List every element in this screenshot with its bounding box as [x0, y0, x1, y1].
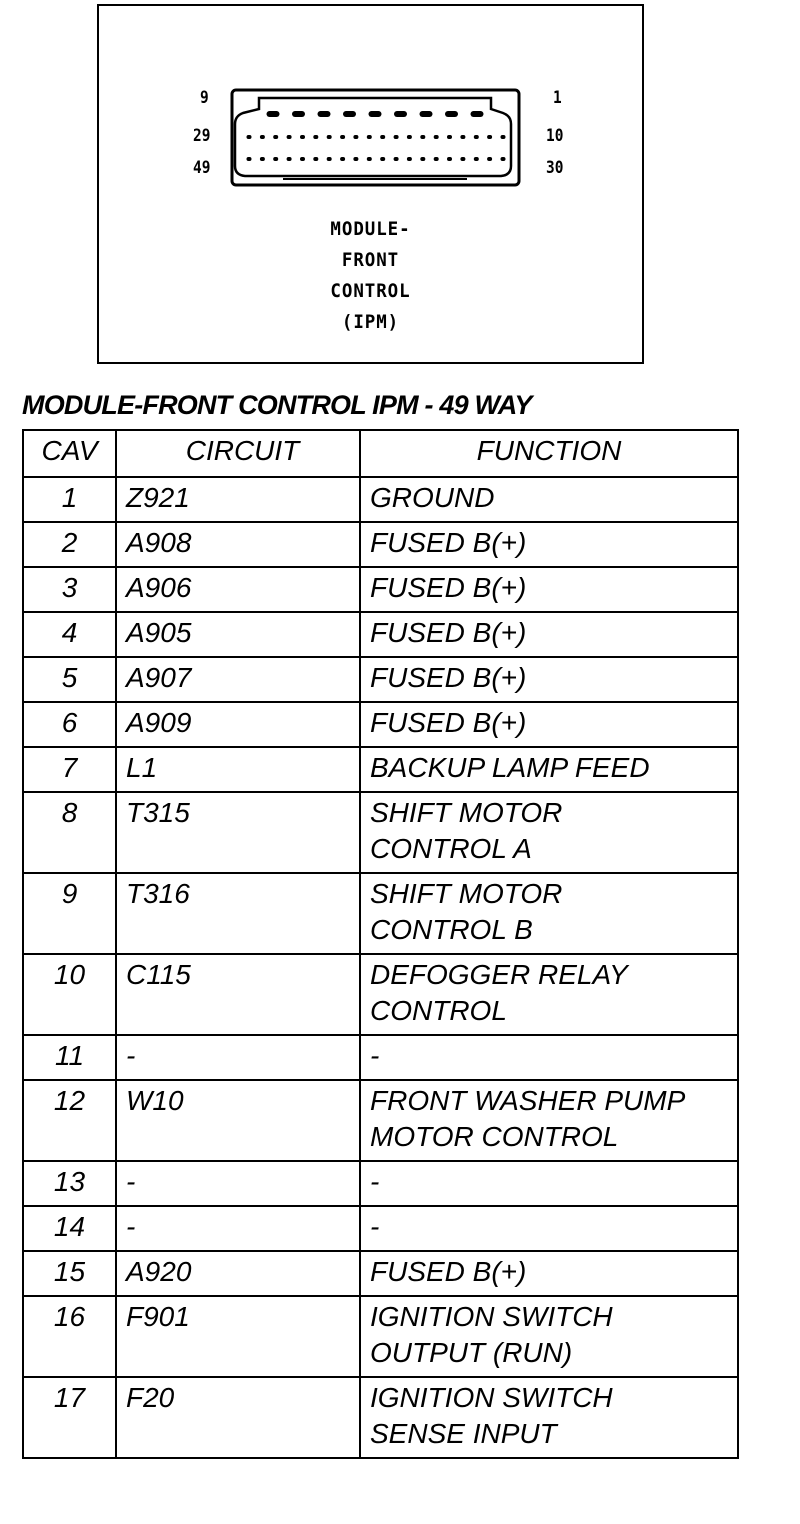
cell-circuit: A908 [116, 522, 360, 567]
pin-cavity [340, 135, 345, 139]
table-row [23, 612, 738, 657]
table-row [23, 702, 738, 747]
cell-function [360, 1206, 738, 1251]
cell-cav: 5 [23, 657, 116, 702]
pin-cavity [434, 135, 439, 139]
table-row [23, 1251, 738, 1296]
function-line: CONTROL [370, 995, 507, 1026]
cell-function [360, 477, 738, 522]
pin-cavity [343, 111, 356, 117]
caption-line: MODULE- [330, 218, 411, 240]
pin-label-left-2: 29 [193, 126, 211, 146]
pin-cavity [340, 157, 345, 161]
pin-row-1 [267, 111, 484, 117]
pin-cavity [407, 135, 412, 139]
pin-cavity [434, 157, 439, 161]
function-line: - [370, 1166, 380, 1197]
pin-cavity [471, 111, 484, 117]
function-line: IGNITION SWITCH [370, 1301, 613, 1332]
pin-cavity [501, 157, 506, 161]
function-line: - [370, 1211, 380, 1242]
cell-cav: 10 [23, 954, 116, 1035]
pin-cavity [287, 157, 292, 161]
pin-cavity [369, 111, 382, 117]
pin-cavity [420, 157, 425, 161]
pin-cavity [260, 135, 265, 139]
pin-row-3 [247, 157, 506, 161]
cell-function [360, 954, 738, 1035]
pin-cavity [300, 157, 305, 161]
pin-cavity [394, 157, 399, 161]
cell-circuit: - [116, 1206, 360, 1251]
cell-circuit: W10 [116, 1080, 360, 1161]
function-line: CONTROL A [370, 833, 532, 864]
function-line: FUSED B(+) [370, 527, 527, 558]
pin-label-left-1: 9 [200, 88, 209, 108]
pin-cavity [318, 111, 331, 117]
cell-function [360, 567, 738, 612]
pin-cavity [420, 135, 425, 139]
table-row [23, 657, 738, 702]
cell-circuit: A909 [116, 702, 360, 747]
function-line: FUSED B(+) [370, 572, 527, 603]
function-line: BACKUP LAMP FEED [370, 752, 650, 783]
cell-cav: 8 [23, 792, 116, 873]
connector-caption [99, 214, 642, 338]
caption-line: CONTROL [330, 280, 411, 302]
cell-cav: 12 [23, 1080, 116, 1161]
function-line: FUSED B(+) [370, 707, 527, 738]
table-row [23, 954, 738, 1035]
connector-diagram [97, 4, 644, 364]
header-function: FUNCTION [360, 430, 738, 477]
pin-cavity [353, 135, 358, 139]
cell-circuit: - [116, 1161, 360, 1206]
cell-function [360, 1161, 738, 1206]
cell-function [360, 522, 738, 567]
pin-cavity [380, 157, 385, 161]
cell-circuit: F20 [116, 1377, 360, 1458]
pin-cavity [267, 111, 280, 117]
pin-cavity [394, 135, 399, 139]
cell-cav: 3 [23, 567, 116, 612]
cell-function [360, 1035, 738, 1080]
pin-cavity [394, 111, 407, 117]
cell-circuit: A920 [116, 1251, 360, 1296]
pin-cavity [407, 157, 412, 161]
cell-function [360, 1251, 738, 1296]
pin-cavity [327, 157, 332, 161]
pin-label-right-3: 30 [546, 158, 564, 178]
function-line: SHIFT MOTOR [370, 797, 563, 828]
caption-line: (IPM) [341, 311, 400, 333]
function-line: FUSED B(+) [370, 662, 527, 693]
table-row [23, 1296, 738, 1377]
cell-circuit: T316 [116, 873, 360, 954]
pin-label-right-2: 10 [546, 126, 564, 146]
table-row [23, 747, 738, 792]
function-line: FUSED B(+) [370, 1256, 527, 1287]
cell-circuit: F901 [116, 1296, 360, 1377]
cell-function [360, 702, 738, 747]
pin-cavity [474, 135, 479, 139]
pin-cavity [367, 157, 372, 161]
header-circuit: CIRCUIT [116, 430, 360, 477]
header-cav: CAV [23, 430, 116, 477]
pin-cavity [313, 135, 318, 139]
table-row [23, 477, 738, 522]
pin-cavity [460, 157, 465, 161]
pin-cavity [247, 135, 252, 139]
pin-row-2 [247, 135, 506, 139]
table-row [23, 1161, 738, 1206]
cell-cav: 13 [23, 1161, 116, 1206]
cell-cav: 9 [23, 873, 116, 954]
cell-cav: 6 [23, 702, 116, 747]
function-line: FRONT WASHER PUMP [370, 1085, 686, 1116]
pin-cavity [474, 157, 479, 161]
table-row [23, 567, 738, 612]
table-body [23, 477, 738, 1458]
pin-cavity [273, 157, 278, 161]
cell-circuit: A907 [116, 657, 360, 702]
pin-cavity [260, 157, 265, 161]
function-line: OUTPUT (RUN) [370, 1337, 573, 1368]
function-line: DEFOGGER RELAY [370, 959, 628, 990]
cell-function [360, 612, 738, 657]
pin-cavity [447, 157, 452, 161]
pin-label-right-1: 1 [553, 88, 562, 108]
cell-cav: 1 [23, 477, 116, 522]
pin-cavity [327, 135, 332, 139]
cell-circuit: T315 [116, 792, 360, 873]
pin-cavity [273, 135, 278, 139]
cell-function [360, 747, 738, 792]
function-line: IGNITION SWITCH [370, 1382, 613, 1413]
cell-function [360, 657, 738, 702]
pin-cavity [460, 135, 465, 139]
cell-circuit: - [116, 1035, 360, 1080]
cell-circuit: A905 [116, 612, 360, 657]
function-line: FUSED B(+) [370, 617, 527, 648]
pin-label-left-3: 49 [193, 158, 211, 178]
table-row [23, 1035, 738, 1080]
function-line: SENSE INPUT [370, 1418, 557, 1449]
pin-cavity [300, 135, 305, 139]
pin-cavity [247, 157, 252, 161]
table-row [23, 1080, 738, 1161]
cell-function [360, 792, 738, 873]
caption-line: FRONT [341, 249, 400, 271]
cell-cav: 16 [23, 1296, 116, 1377]
table-header-row [23, 430, 738, 477]
cell-cav: 15 [23, 1251, 116, 1296]
function-line: MOTOR CONTROL [370, 1121, 619, 1152]
table-row [23, 522, 738, 567]
cell-circuit: L1 [116, 747, 360, 792]
pin-cavity [487, 135, 492, 139]
cell-function [360, 1080, 738, 1161]
cell-circuit: C115 [116, 954, 360, 1035]
pin-cavity [420, 111, 433, 117]
pin-cavity [287, 135, 292, 139]
pin-cavity [353, 157, 358, 161]
function-line: - [370, 1040, 380, 1071]
table-row [23, 1206, 738, 1251]
cell-circuit: A906 [116, 567, 360, 612]
function-line: SHIFT MOTOR [370, 878, 563, 909]
cell-function [360, 873, 738, 954]
table-row [23, 873, 738, 954]
cell-cav: 2 [23, 522, 116, 567]
pin-cavity [313, 157, 318, 161]
cell-cav: 7 [23, 747, 116, 792]
pin-cavity [501, 135, 506, 139]
cell-cav: 14 [23, 1206, 116, 1251]
pin-table [22, 429, 739, 1459]
pin-cavity [367, 135, 372, 139]
cell-function [360, 1377, 738, 1458]
cell-cav: 11 [23, 1035, 116, 1080]
pin-cavity [292, 111, 305, 117]
pin-cavity [380, 135, 385, 139]
pin-cavity [445, 111, 458, 117]
cell-circuit: Z921 [116, 477, 360, 522]
cell-function [360, 1296, 738, 1377]
cell-cav: 4 [23, 612, 116, 657]
pin-cavity [487, 157, 492, 161]
function-line: GROUND [370, 482, 495, 513]
table-title: MODULE-FRONT CONTROL IPM - 49 WAY [22, 390, 532, 420]
table-row [23, 792, 738, 873]
pin-cavity [447, 135, 452, 139]
function-line: CONTROL B [370, 914, 533, 945]
table-row [23, 1377, 738, 1458]
cell-cav: 17 [23, 1377, 116, 1458]
